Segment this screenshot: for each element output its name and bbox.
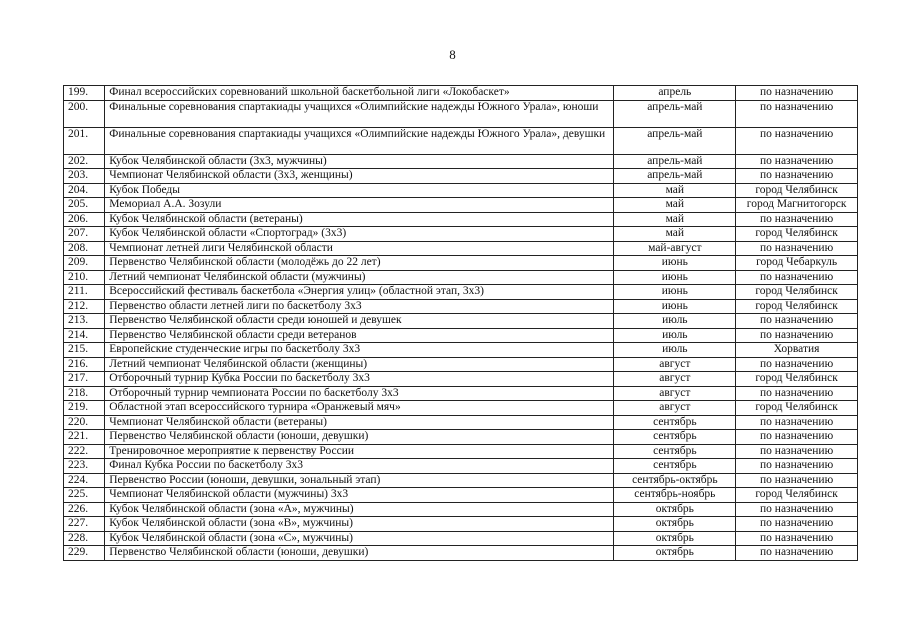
table-row bbox=[64, 299, 858, 314]
event-name: Кубок Челябинской области (зона «А», мужчины) bbox=[105, 502, 614, 517]
table-row bbox=[64, 386, 858, 401]
event-period: сентябрь bbox=[614, 459, 736, 474]
event-period: август bbox=[614, 357, 736, 372]
table-row bbox=[64, 430, 858, 445]
event-period: октябрь bbox=[614, 531, 736, 546]
event-name: Финальные соревнования спартакиады учащихся «Олимпийские надежды Южного Урала», юноши bbox=[105, 100, 614, 127]
row-number: 220. bbox=[64, 415, 105, 430]
event-location: по назначению bbox=[736, 444, 858, 459]
event-name: Кубок Челябинской области (зона «В», мужчины) bbox=[105, 517, 614, 532]
table-row bbox=[64, 256, 858, 271]
event-period: август bbox=[614, 401, 736, 416]
row-number: 218. bbox=[64, 386, 105, 401]
table-row bbox=[64, 546, 858, 561]
event-name: Первенство области летней лиги по баскетболу 3х3 bbox=[105, 299, 614, 314]
event-period: август bbox=[614, 372, 736, 387]
event-name: Финальные соревнования спартакиады учащихся «Олимпийские надежды Южного Урала», девушки bbox=[105, 127, 614, 154]
table-row bbox=[64, 372, 858, 387]
event-location: по назначению bbox=[736, 502, 858, 517]
row-number: 222. bbox=[64, 444, 105, 459]
event-name: Чемпионат Челябинской области (3х3, женщины) bbox=[105, 169, 614, 184]
row-number: 226. bbox=[64, 502, 105, 517]
table-row bbox=[64, 198, 858, 213]
event-period: апрель-май bbox=[614, 100, 736, 127]
event-period: июнь bbox=[614, 270, 736, 285]
event-location: город Челябинск bbox=[736, 285, 858, 300]
event-name: Чемпионат Челябинской области (мужчины) 3х3 bbox=[105, 488, 614, 503]
event-name: Кубок Челябинской области «Спортоград» (3х3) bbox=[105, 227, 614, 242]
event-period: апрель bbox=[614, 86, 736, 101]
event-name: Первенство Челябинской области среди юношей и девушек bbox=[105, 314, 614, 329]
event-location: по назначению bbox=[736, 169, 858, 184]
table-row bbox=[64, 357, 858, 372]
event-location: по назначению bbox=[736, 517, 858, 532]
event-name: Кубок Челябинской области (3х3, мужчины) bbox=[105, 154, 614, 169]
event-name: Областной этап всероссийского турнира «Оранжевый мяч» bbox=[105, 401, 614, 416]
row-number: 215. bbox=[64, 343, 105, 358]
row-number: 224. bbox=[64, 473, 105, 488]
row-number: 221. bbox=[64, 430, 105, 445]
table-row bbox=[64, 212, 858, 227]
event-period: май bbox=[614, 212, 736, 227]
table-row bbox=[64, 169, 858, 184]
event-location: по назначению bbox=[736, 241, 858, 256]
table-row bbox=[64, 100, 858, 127]
row-number: 212. bbox=[64, 299, 105, 314]
row-number: 207. bbox=[64, 227, 105, 242]
row-number: 217. bbox=[64, 372, 105, 387]
table-row bbox=[64, 227, 858, 242]
event-location: город Чебаркуль bbox=[736, 256, 858, 271]
event-location: по назначению bbox=[736, 546, 858, 561]
table-row bbox=[64, 154, 858, 169]
event-location: город Челябинск bbox=[736, 183, 858, 198]
event-period: июль bbox=[614, 343, 736, 358]
event-location: город Челябинск bbox=[736, 299, 858, 314]
row-number: 211. bbox=[64, 285, 105, 300]
event-period: сентябрь bbox=[614, 444, 736, 459]
event-period: октябрь bbox=[614, 502, 736, 517]
table-row bbox=[64, 328, 858, 343]
row-number: 216. bbox=[64, 357, 105, 372]
event-name: Европейские студенческие игры по баскетболу 3х3 bbox=[105, 343, 614, 358]
event-location: по назначению bbox=[736, 86, 858, 101]
table-row bbox=[64, 183, 858, 198]
event-period: сентябрь-октябрь bbox=[614, 473, 736, 488]
table-row bbox=[64, 86, 858, 101]
event-name: Летний чемпионат Челябинской области (мужчины) bbox=[105, 270, 614, 285]
event-location: по назначению bbox=[736, 328, 858, 343]
row-number: 213. bbox=[64, 314, 105, 329]
event-period: май bbox=[614, 183, 736, 198]
event-name: Первенство Челябинской области (молодёжь до 22 лет) bbox=[105, 256, 614, 271]
event-name: Отборочный турнир чемпионата России по баскетболу 3х3 bbox=[105, 386, 614, 401]
row-number: 210. bbox=[64, 270, 105, 285]
event-location: Хорватия bbox=[736, 343, 858, 358]
event-name: Финал Кубка России по баскетболу 3х3 bbox=[105, 459, 614, 474]
event-name: Всероссийский фестиваль баскетбола «Энергия улиц» (областной этап, 3х3) bbox=[105, 285, 614, 300]
table-row bbox=[64, 401, 858, 416]
row-number: 202. bbox=[64, 154, 105, 169]
event-period: сентябрь bbox=[614, 415, 736, 430]
event-name: Отборочный турнир Кубка России по баскетболу 3х3 bbox=[105, 372, 614, 387]
table-row bbox=[64, 241, 858, 256]
event-location: по назначению bbox=[736, 415, 858, 430]
event-location: по назначению bbox=[736, 473, 858, 488]
event-period: август bbox=[614, 386, 736, 401]
event-name: Первенство Челябинской области (юноши, девушки) bbox=[105, 546, 614, 561]
event-period: май bbox=[614, 198, 736, 213]
event-period: сентябрь-ноябрь bbox=[614, 488, 736, 503]
table-row bbox=[64, 127, 858, 154]
event-location: город Челябинск bbox=[736, 488, 858, 503]
event-location: по назначению bbox=[736, 270, 858, 285]
events-table-body bbox=[64, 86, 858, 561]
event-period: июнь bbox=[614, 285, 736, 300]
event-name: Кубок Челябинской области (зона «С», мужчины) bbox=[105, 531, 614, 546]
table-row bbox=[64, 517, 858, 532]
row-number: 219. bbox=[64, 401, 105, 416]
table-row bbox=[64, 444, 858, 459]
event-name: Первенство Челябинской области (юноши, девушки) bbox=[105, 430, 614, 445]
row-number: 214. bbox=[64, 328, 105, 343]
event-name: Чемпионат Челябинской области (ветераны) bbox=[105, 415, 614, 430]
row-number: 229. bbox=[64, 546, 105, 561]
event-period: апрель-май bbox=[614, 127, 736, 154]
event-location: по назначению bbox=[736, 314, 858, 329]
event-location: город Челябинск bbox=[736, 372, 858, 387]
event-location: город Магнитогорск bbox=[736, 198, 858, 213]
row-number: 205. bbox=[64, 198, 105, 213]
event-name: Мемориал А.А. Зозули bbox=[105, 198, 614, 213]
row-number: 208. bbox=[64, 241, 105, 256]
event-period: октябрь bbox=[614, 546, 736, 561]
event-location: по назначению bbox=[736, 154, 858, 169]
event-period: июль bbox=[614, 328, 736, 343]
table-row bbox=[64, 531, 858, 546]
event-name: Первенство России (юноши, девушки, зональный этап) bbox=[105, 473, 614, 488]
event-period: май-август bbox=[614, 241, 736, 256]
event-location: по назначению bbox=[736, 357, 858, 372]
event-location: по назначению bbox=[736, 531, 858, 546]
table-row bbox=[64, 502, 858, 517]
table-row bbox=[64, 488, 858, 503]
event-period: май bbox=[614, 227, 736, 242]
event-name: Тренировочное мероприятие к первенству России bbox=[105, 444, 614, 459]
row-number: 225. bbox=[64, 488, 105, 503]
row-number: 228. bbox=[64, 531, 105, 546]
event-location: по назначению bbox=[736, 100, 858, 127]
event-location: по назначению bbox=[736, 212, 858, 227]
row-number: 200. bbox=[64, 100, 105, 127]
event-period: апрель-май bbox=[614, 154, 736, 169]
event-location: по назначению bbox=[736, 430, 858, 445]
event-name: Кубок Победы bbox=[105, 183, 614, 198]
event-location: город Челябинск bbox=[736, 227, 858, 242]
table-row bbox=[64, 459, 858, 474]
table-row bbox=[64, 473, 858, 488]
table-row bbox=[64, 415, 858, 430]
event-name: Кубок Челябинской области (ветераны) bbox=[105, 212, 614, 227]
page-number: 8 bbox=[449, 47, 456, 62]
table-row bbox=[64, 343, 858, 358]
row-number: 227. bbox=[64, 517, 105, 532]
event-location: по назначению bbox=[736, 386, 858, 401]
event-period: апрель-май bbox=[614, 169, 736, 184]
event-location: город Челябинск bbox=[736, 401, 858, 416]
event-name: Финал всероссийских соревнований школьной баскетбольной лиги «Локобаскет» bbox=[105, 86, 614, 101]
row-number: 209. bbox=[64, 256, 105, 271]
event-period: июнь bbox=[614, 256, 736, 271]
event-period: июль bbox=[614, 314, 736, 329]
row-number: 223. bbox=[64, 459, 105, 474]
table-row bbox=[64, 285, 858, 300]
event-period: июнь bbox=[614, 299, 736, 314]
event-name: Первенство Челябинской области среди ветеранов bbox=[105, 328, 614, 343]
event-location: по назначению bbox=[736, 127, 858, 154]
table-row bbox=[64, 314, 858, 329]
event-period: октябрь bbox=[614, 517, 736, 532]
event-name: Чемпионат летней лиги Челябинской области bbox=[105, 241, 614, 256]
event-period: сентябрь bbox=[614, 430, 736, 445]
event-location: по назначению bbox=[736, 459, 858, 474]
row-number: 199. bbox=[64, 86, 105, 101]
row-number: 206. bbox=[64, 212, 105, 227]
row-number: 203. bbox=[64, 169, 105, 184]
table-row bbox=[64, 270, 858, 285]
row-number: 204. bbox=[64, 183, 105, 198]
row-number: 201. bbox=[64, 127, 105, 154]
event-name: Летний чемпионат Челябинской области (женщины) bbox=[105, 357, 614, 372]
events-table bbox=[63, 85, 858, 561]
